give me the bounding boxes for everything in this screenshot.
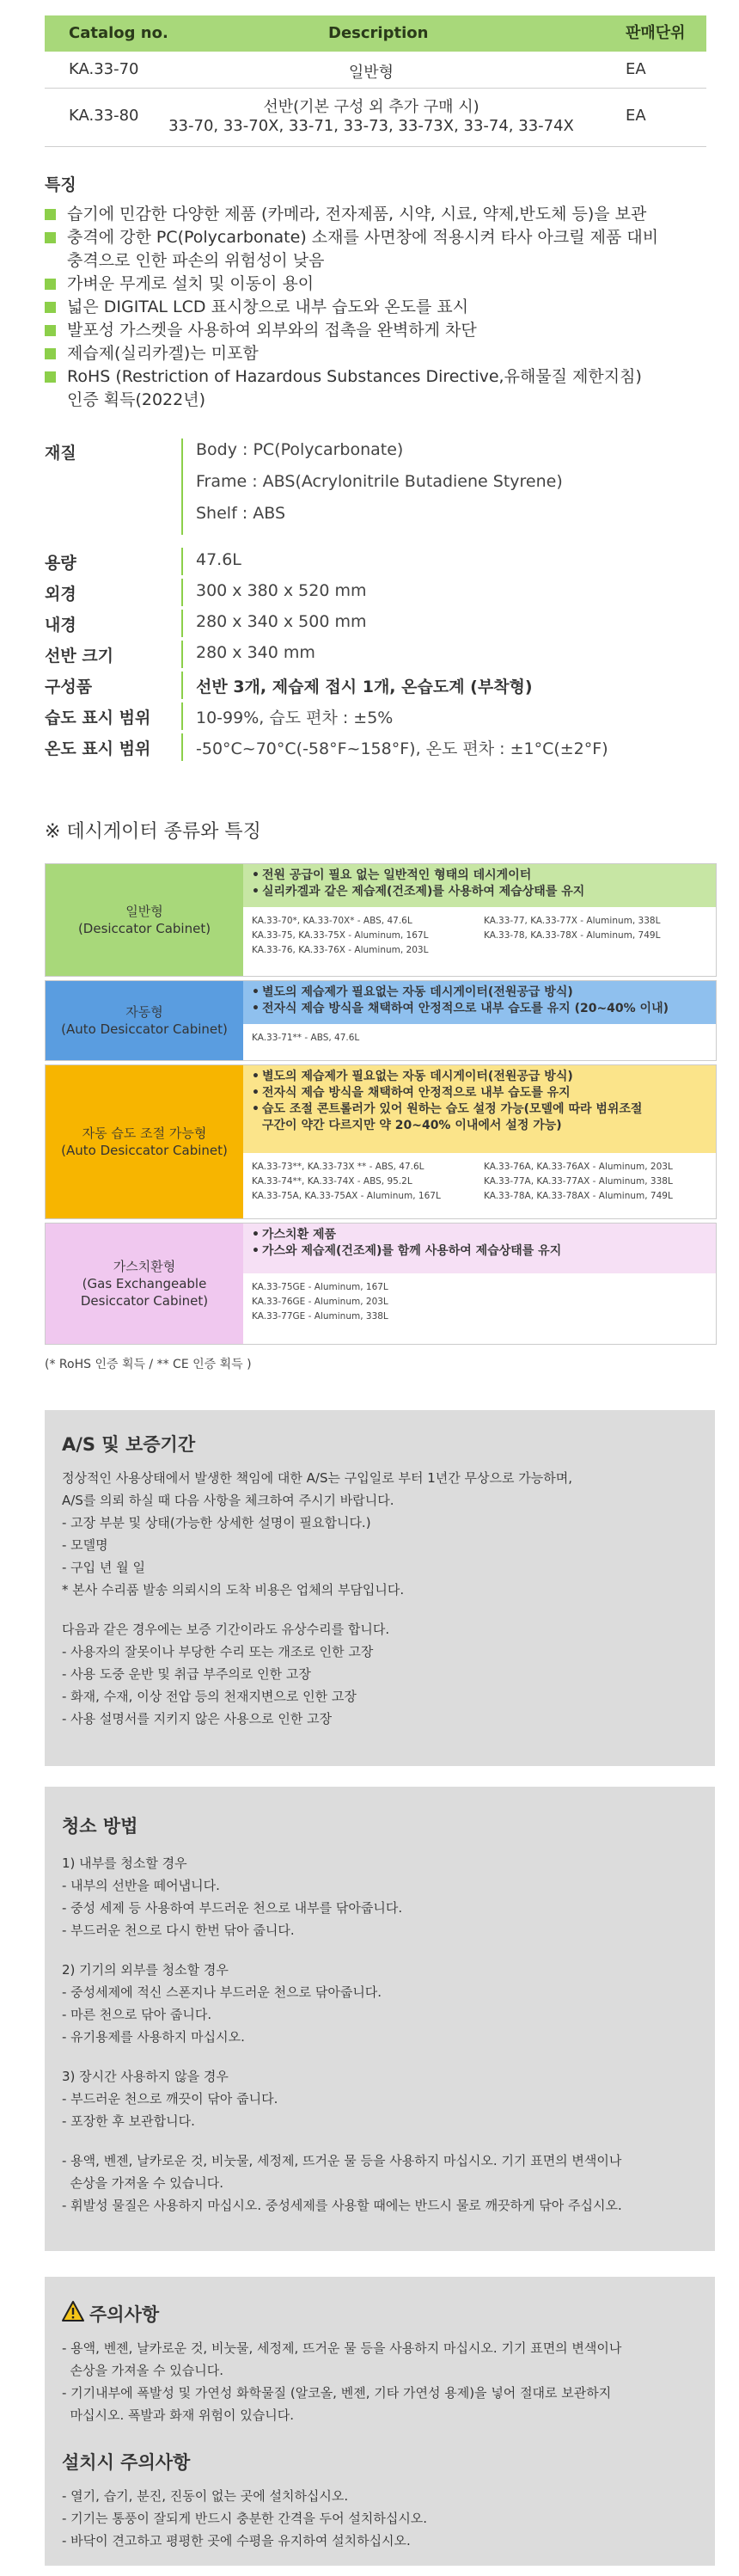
cleaning-line: - 마른 천으로 닦아 줍니다.: [62, 2007, 212, 2022]
feature-text: 넓은 DIGITAL LCD 표시창으로 내부 습도와 온도를 표시: [67, 297, 469, 316]
models-left-column: [252, 1160, 467, 1204]
spec-divider: [181, 610, 183, 637]
type-name-en: (Gas Exchangeable Desiccator Cabinet): [80, 1276, 209, 1309]
install-caution-title: 설치시 주의사항: [62, 2452, 191, 2473]
as-line: - 화재, 수재, 이상 전압 등의 천재지변으로 인한 고장: [62, 1689, 357, 1704]
as-line: - 고장 부분 및 상태(가능한 상세한 설명이 필요합니다.): [62, 1515, 371, 1530]
model-item: KA.33-75, KA.33-75X - Aluminum, 167L: [252, 930, 429, 941]
models-right-column: [484, 1160, 699, 1204]
as-line: - 구입 년 월 일: [62, 1560, 145, 1575]
certification-note: (* RoHS 인증 획득 / ** CE 인증 획득 ): [45, 1358, 252, 1371]
catalog-no: KA.33-80: [69, 107, 139, 125]
as-line: * 본사 수리품 발송 의뢰시의 도착 비용은 업체의 부담입니다.: [62, 1582, 405, 1598]
type-name: 자동형: [125, 1004, 163, 1020]
feature-text: 발포성 가스켓을 사용하여 외부와의 접촉을 완벽하게 차단: [67, 321, 477, 340]
caution-line: - 용액, 벤젠, 날카로운 것, 비눗물, 세정제, 뜨거운 물 등을 사용하지 마십시오. 기기 표면의 변색이나: [62, 2340, 622, 2356]
warning-icon: [62, 2301, 84, 2321]
type-name: 자동 습도 조절 가능형: [82, 1125, 207, 1141]
cleaning-line: [62, 2048, 698, 2065]
type-card: [45, 863, 717, 977]
type-card: [45, 1223, 717, 1345]
cleaning-line: - 부드러운 천으로 다시 한번 닦아 줍니다.: [62, 1923, 295, 1938]
feature-item: [45, 342, 715, 365]
spec-material-frame: Frame : ABS(Acrylonitrile Butadiene Styrene): [196, 472, 563, 491]
spec-label: 온도 표시 범위: [45, 739, 151, 758]
cleaning-line: - 부드러운 천으로 깨끗이 닦아 줍니다.: [62, 2091, 278, 2107]
unit: EA: [626, 107, 646, 125]
feature-item: [45, 319, 715, 342]
feature-text: 가벼운 무게로 설치 및 이동이 용이: [67, 274, 315, 293]
spec-material-shelf: Shelf : ABS: [196, 504, 285, 523]
spec-divider: [181, 702, 183, 730]
spec-divider: [181, 672, 183, 699]
table-row: [45, 88, 706, 147]
header-catalog-no: Catalog no.: [69, 24, 168, 42]
feature-item: [45, 226, 715, 273]
as-line: - 사용 도중 운반 및 취급 부주의로 인한 고장: [62, 1666, 311, 1682]
model-item: KA.33-77A, KA.33-77AX - Aluminum, 338L: [484, 1176, 673, 1187]
cleaning-line: 손상을 가져올 수 있습니다.: [62, 2175, 224, 2191]
type-detail: [243, 1224, 716, 1344]
type-description-line: • 전원 공급이 필요 없는 일반적인 형태의 데시게이터: [252, 868, 716, 884]
caution-text: [62, 2337, 698, 2426]
cleaning-line: - 용액, 벤젠, 날카로운 것, 비눗물, 세정제, 뜨거운 물 등을 사용하지 마십시오. 기기 표면의 변색이나: [62, 2153, 622, 2168]
type-description-line: • 전자식 제습 방식을 채택하여 안정적으로 내부 습도를 유지 (20~40% 이내): [252, 1001, 716, 1017]
table-row: [45, 52, 706, 89]
feature-item: [45, 203, 715, 226]
type-description-line: • 가스와 제습제(건조제)를 함께 사용하여 제습상태를 유지: [252, 1243, 716, 1260]
model-item: KA.33-76A, KA.33-76AX - Aluminum, 203L: [484, 1162, 673, 1172]
type-name: 일반형: [125, 904, 163, 919]
models-left-column: [252, 1031, 467, 1046]
type-description-line: • 습도 조절 콘트롤러가 있어 원하는 습도 설정 가능(모델에 따라 범위조절 구간이 약간 다르지만 약 20~40% 이내에서 설정 가능): [252, 1101, 716, 1134]
type-name-en: (Auto Desiccator Cabinet): [61, 1143, 228, 1158]
type-name-panel: [46, 864, 243, 976]
cleaning-line: 3) 장시간 사용하지 않을 경우: [62, 2069, 229, 2084]
model-item: KA.33-73**, KA.33-73X ** - ABS, 47.6L: [252, 1162, 424, 1172]
spec-value: 10-99%, 습도 편차 : ±5%: [196, 708, 394, 727]
bullet-square-icon: [45, 348, 56, 359]
cleaning-line: - 유기용제를 사용하지 마십시오.: [62, 2029, 245, 2045]
spec-value: 280 x 340 mm: [196, 643, 315, 662]
type-detail: [243, 981, 716, 1060]
type-description: [243, 864, 716, 907]
model-item: KA.33-75GE - Aluminum, 167L: [252, 1282, 388, 1292]
cleaning-line: 1) 내부를 청소할 경우: [62, 1855, 187, 1871]
bullet-square-icon: [45, 325, 56, 336]
spec-label: 선반 크기: [45, 647, 114, 665]
bullet-square-icon: [45, 302, 56, 313]
cleaning-line: [62, 1941, 698, 1959]
type-detail: [243, 864, 716, 976]
spec-divider: [181, 439, 183, 535]
type-name-panel: [46, 1065, 243, 1218]
type-card: [45, 1064, 717, 1219]
cleaning-line: - 내부의 선반을 떼어냅니다.: [62, 1878, 220, 1893]
cleaning-line: 2) 기기의 외부를 청소할 경우: [62, 1962, 229, 1978]
as-line: [62, 1601, 698, 1618]
install-line: - 열기, 습기, 분진, 진동이 없는 곳에 설치하십시오.: [62, 2488, 349, 2504]
feature-text: 습기에 민감한 다양한 제품 (카메라, 전자제품, 시약, 시료, 약제,반도체 등)을 보관: [67, 205, 647, 224]
type-description-line: • 전자식 제습 방식을 채택하여 안정적으로 내부 습도를 유지: [252, 1085, 716, 1101]
type-description: [243, 1065, 716, 1153]
feature-text: 제습제(실리카겔)는 미포함: [67, 344, 259, 363]
model-item: KA.33-71** - ABS, 47.6L: [252, 1033, 360, 1043]
cleaning-line: - 휘발성 물질은 사용하지 마십시오. 중성세제를 사용할 때에는 반드시 물로 깨끗하게 닦아 주십시오.: [62, 2198, 622, 2213]
header-unit: 판매단위: [626, 24, 686, 42]
as-title: A/S 및 보증기간: [62, 1434, 196, 1455]
spec-divider: [181, 548, 183, 575]
type-description-line: • 실리카겔과 같은 제습제(건조제)를 사용하여 제습상태를 유지: [252, 884, 716, 900]
features-title: 특징: [45, 175, 76, 194]
bullet-square-icon: [45, 371, 56, 383]
as-line: - 사용자의 잘못이나 부당한 수리 또는 개조로 인한 고장: [62, 1644, 374, 1659]
type-name: 가스치환형: [113, 1259, 176, 1274]
type-description: [243, 1224, 716, 1273]
feature-text: 충격에 강한 PC(Polycarbonate) 소재를 사면창에 적용시켜 타사 아크릴 제품 대비 충격으로 인한 파손의 위험성이 낮음: [67, 228, 659, 270]
unit: EA: [626, 60, 646, 78]
type-name-en: (Auto Desiccator Cabinet): [61, 1021, 228, 1037]
description: 일반형: [348, 64, 394, 82]
caution-line: 마십시오. 폭발과 화재 위험이 있습니다.: [62, 2407, 294, 2423]
model-item: KA.33-78A, KA.33-78AX - Aluminum, 749L: [484, 1191, 673, 1201]
spec-value: 47.6L: [196, 550, 241, 569]
spec-value: -50°C~70°C(-58°F~158°F), 온도 편차 : ±1°C(±2°F): [196, 739, 608, 758]
model-item: KA.33-76GE - Aluminum, 203L: [252, 1297, 388, 1307]
install-line: - 기기는 통풍이 잘되게 반드시 충분한 간격을 두어 설치하십시오.: [62, 2511, 428, 2526]
models-right-column: [484, 914, 699, 943]
spec-label: 내경: [45, 616, 76, 635]
caution-title: 주의사항: [89, 2304, 160, 2325]
model-item: KA.33-74**, KA.33-74X - ABS, 95.2L: [252, 1176, 412, 1187]
model-item: KA.33-76, KA.33-76X - Aluminum, 203L: [252, 945, 429, 955]
type-description-line: • 별도의 제습제가 필요없는 자동 데시게이터(전원공급 방식): [252, 984, 716, 1001]
features-list: [45, 203, 715, 412]
feature-text: RoHS (Restriction of Hazardous Substances Directive,유해물질 제한지침) 인증 획득(2022년): [67, 367, 642, 409]
catalog-table-header: [45, 15, 706, 52]
cleaning-section: [45, 1787, 715, 2251]
cleaning-line: - 중성 세제 등 사용하여 부드러운 천으로 내부를 닦아줍니다.: [62, 1900, 403, 1916]
model-item: KA.33-75A, KA.33-75AX - Aluminum, 167L: [252, 1191, 441, 1201]
types-title: ※ 데시게이터 종류와 특징: [45, 821, 261, 843]
install-caution-text: [62, 2485, 698, 2552]
type-name-en: (Desiccator Cabinet): [77, 921, 211, 936]
bullet-square-icon: [45, 232, 56, 243]
spec-divider: [181, 579, 183, 606]
type-description-line: • 별도의 제습제가 필요없는 자동 데시게이터(전원공급 방식): [252, 1069, 716, 1085]
caution-line: - 기기내부에 폭발성 및 가연성 화학물질 (알코올, 벤젠, 기타 가연성 용제)을 넣어 절대로 보관하지: [62, 2385, 612, 2401]
as-line: - 모델명: [62, 1537, 108, 1553]
feature-item: [45, 273, 715, 296]
model-item: KA.33-78, KA.33-78X - Aluminum, 749L: [484, 930, 661, 941]
model-item: KA.33-70*, KA.33-70X* - ABS, 47.6L: [252, 916, 412, 926]
models-left-column: [252, 1280, 467, 1324]
type-detail: [243, 1065, 716, 1218]
spec-value: 300 x 380 x 520 mm: [196, 581, 367, 600]
spec-label: 용량: [45, 554, 76, 573]
as-section: [45, 1410, 715, 1766]
cleaning-line: [62, 2132, 698, 2150]
as-text: [62, 1467, 698, 1730]
type-name-panel: [46, 981, 243, 1060]
model-item: KA.33-77, KA.33-77X - Aluminum, 338L: [484, 916, 661, 926]
type-description-line: • 가스치환 제품: [252, 1227, 716, 1243]
spec-value: 선반 3개, 제습제 접시 1개, 온습도계 (부착형): [196, 678, 533, 696]
type-description: [243, 981, 716, 1024]
spec-divider: [181, 641, 183, 668]
cleaning-line: - 포장한 후 보관합니다.: [62, 2113, 195, 2129]
install-line: - 바닥이 견고하고 평평한 곳에 수평을 유지하여 설치하십시오.: [62, 2533, 411, 2548]
as-line: 다음과 같은 경우에는 보증 기간이라도 유상수리를 합니다.: [62, 1622, 390, 1637]
bullet-square-icon: [45, 209, 56, 220]
feature-item: [45, 365, 715, 412]
type-name-panel: [46, 1224, 243, 1344]
spec-divider: [181, 733, 183, 761]
cleaning-text: [62, 1852, 698, 2217]
as-line: 정상적인 사용상태에서 발생한 책임에 대한 A/S는 구입일로 부터 1년간 무상으로 가능하며,: [62, 1470, 572, 1486]
spec-label: 습도 표시 범위: [45, 708, 151, 727]
bullet-square-icon: [45, 279, 56, 290]
type-card: [45, 980, 717, 1061]
description: 선반(기본 구성 외 추가 구매 시): [263, 98, 479, 116]
feature-item: [45, 296, 715, 319]
spec-label: 구성품: [45, 678, 93, 696]
catalog-no: KA.33-70: [69, 60, 139, 78]
cleaning-title: 청소 방법: [62, 1816, 138, 1837]
spec-value: 280 x 340 x 500 mm: [196, 612, 367, 631]
spec-label-material: 재질: [45, 444, 76, 463]
models-left-column: [252, 914, 467, 958]
header-description: Description: [328, 24, 429, 42]
as-line: A/S를 의뢰 하실 때 다음 사항을 체크하여 주시기 바랍니다.: [62, 1493, 394, 1508]
as-line: - 사용 설명서를 지키지 않은 사용으로 인한 고장: [62, 1711, 333, 1727]
model-item: KA.33-77GE - Aluminum, 338L: [252, 1311, 388, 1322]
cleaning-line: - 중성세제에 적신 스폰지나 부드러운 천으로 닦아줍니다.: [62, 1984, 382, 2000]
caution-line: 손상을 가져올 수 있습니다.: [62, 2363, 224, 2378]
spec-material-body: Body : PC(Polycarbonate): [196, 440, 404, 459]
caution-section: [45, 2277, 715, 2566]
description-models: 33-70, 33-70X, 33-71, 33-73, 33-73X, 33-74, 33-74X: [168, 117, 574, 135]
spec-label: 외경: [45, 585, 76, 604]
